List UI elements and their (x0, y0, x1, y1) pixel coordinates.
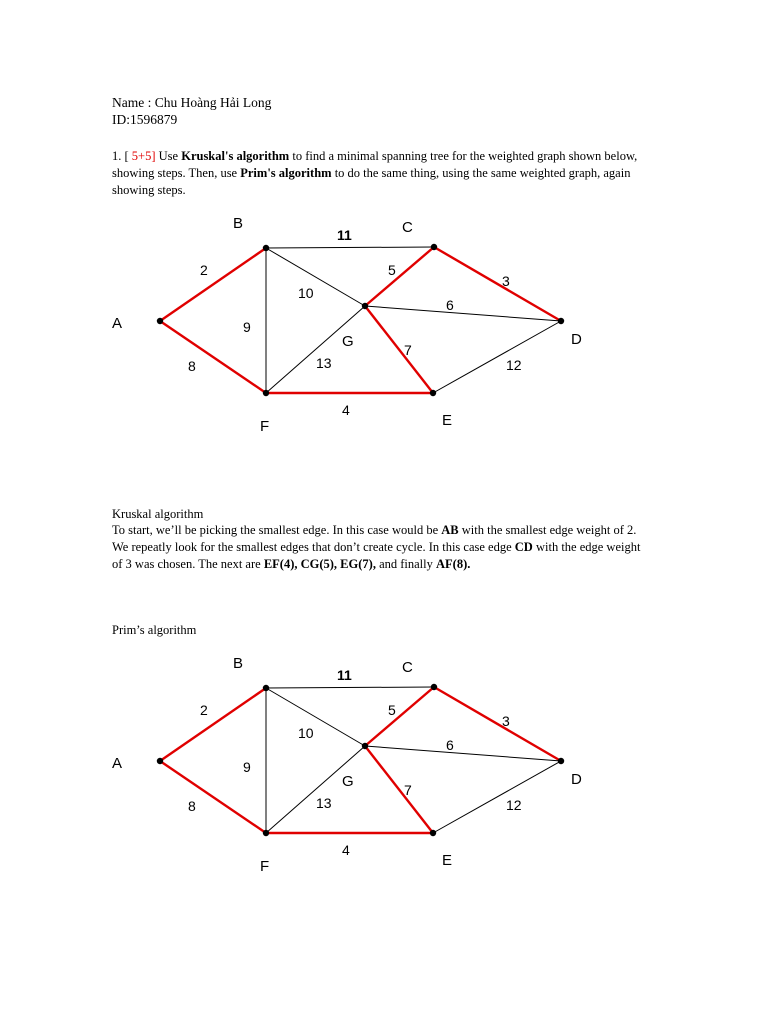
edge-gd (365, 306, 561, 321)
vertex-dot-d (558, 318, 564, 324)
graph-figure-2 (100, 650, 620, 880)
edge-ed (433, 321, 561, 393)
edge-weight-bc: 11 (337, 667, 352, 683)
question-line-3: showing steps. (112, 183, 186, 197)
edge-weight-fe: 4 (342, 842, 350, 858)
vertex-dot-f (263, 390, 269, 396)
edge-weight-bf: 9 (243, 759, 251, 775)
student-id: ID:1596879 (112, 112, 178, 127)
question-number: 1. [ (112, 149, 129, 163)
kruskal-text: with the smallest edge weight of 2. (458, 523, 637, 537)
vertex-dot-a (157, 318, 163, 324)
edge-gd (365, 746, 561, 761)
edge-weight-fg: 13 (316, 795, 332, 811)
vertex-label-e: E (442, 412, 453, 429)
kruskal-line-2 (112, 539, 640, 556)
edge-weight-af: 8 (188, 798, 196, 814)
student-name: Name : Chu Hoàng Hải Long (112, 95, 272, 110)
vertex-dot-e (430, 830, 436, 836)
graph-svg-1 (100, 210, 620, 440)
edge-weight-gd: 6 (446, 737, 454, 753)
kruskal-text: of 3 was chosen. The next are (112, 557, 264, 571)
vertex-label-b: B (233, 655, 244, 672)
edge-weight-bg: 10 (298, 285, 314, 301)
edge-weight-cg: 5 (388, 262, 396, 278)
vertex-dot-b (263, 685, 269, 691)
kruskal-edge-cd: CD (514, 540, 533, 554)
edge-weight-bf: 9 (243, 319, 251, 335)
kruskal-edge-af: AF(8). (436, 557, 471, 571)
vertex-dot-d (558, 758, 564, 764)
vertex-dot-f (263, 830, 269, 836)
edge-weight-bc: 11 (337, 227, 352, 243)
kruskal-edge-ab: AB (441, 523, 459, 537)
kruskal-text: with the edge weight (532, 540, 641, 554)
question-text: to find a minimal spanning tree for the weighted graph shown below, (289, 149, 638, 163)
edge-ed (433, 761, 561, 833)
question-line-2 (112, 165, 630, 182)
vertex-dot-e (430, 390, 436, 396)
kruskal-text: We repeatly look for the smallest edges that don’t create cycle. In this case edge (112, 540, 515, 554)
kruskal-term: Kruskal's algorithm (181, 149, 290, 163)
kruskal-text: and finally (375, 557, 437, 571)
edge-weight-ge: 7 (404, 782, 412, 798)
edge-bg (266, 248, 365, 306)
vertex-dot-c (431, 244, 437, 250)
edge-weight-fe: 4 (342, 402, 350, 418)
question-text: Use (155, 149, 182, 163)
edge-weight-ge: 7 (404, 342, 412, 358)
question-text: to do the same thing, using the same weighted graph, again (331, 166, 631, 180)
edge-weight-ed: 12 (506, 357, 522, 373)
prim-term: Prim's algorithm (240, 166, 332, 180)
edge-weight-ab: 2 (200, 262, 208, 278)
vertex-label-f: F (260, 418, 270, 435)
vertex-dot-a (157, 758, 163, 764)
vertex-label-g: G (342, 773, 354, 790)
vertex-dot-b (263, 245, 269, 251)
vertex-label-g: G (342, 333, 354, 350)
vertex-label-d: D (571, 771, 582, 788)
vertex-label-a: A (112, 315, 123, 332)
edge-weight-af: 8 (188, 358, 196, 374)
question-text: showing steps. Then, use (112, 166, 241, 180)
edge-weight-gd: 6 (446, 297, 454, 313)
vertex-label-f: F (260, 858, 270, 875)
vertex-label-e: E (442, 852, 453, 869)
edge-cg (365, 687, 434, 746)
edge-ge (365, 746, 433, 833)
vertex-label-c: C (402, 659, 413, 676)
edge-bc (266, 687, 434, 688)
vertex-label-b: B (233, 215, 244, 232)
graph-svg-2 (100, 650, 620, 880)
edge-ab (160, 248, 266, 321)
vertex-dot-c (431, 684, 437, 690)
vertex-label-c: C (402, 219, 413, 236)
edge-bg (266, 688, 365, 746)
edge-weight-cg: 5 (388, 702, 396, 718)
edge-weight-ab: 2 (200, 702, 208, 718)
edge-weight-cd: 3 (502, 713, 510, 729)
question-points: 5+5] (128, 149, 156, 163)
kruskal-line-3 (112, 556, 470, 573)
edge-bc (266, 247, 434, 248)
edge-ab (160, 688, 266, 761)
vertex-label-a: A (112, 755, 123, 772)
kruskal-heading: Kruskal algorithm (112, 507, 204, 521)
vertex-label-d: D (571, 331, 582, 348)
edge-weight-cd: 3 (502, 273, 510, 289)
edge-ge (365, 306, 433, 393)
edge-weight-bg: 10 (298, 725, 314, 741)
question-line-1 (112, 148, 637, 165)
vertex-dot-g (362, 303, 368, 309)
kruskal-line-1 (112, 522, 636, 539)
kruskal-text: To start, we’ll be picking the smallest edge. In this case would be (112, 523, 442, 537)
prim-heading: Prim’s algorithm (112, 623, 197, 637)
edge-weight-ed: 12 (506, 797, 522, 813)
edge-weight-fg: 13 (316, 355, 332, 371)
graph-figure-1 (100, 210, 620, 440)
kruskal-edges-list: EF(4), CG(5), EG(7), (263, 557, 376, 571)
vertex-dot-g (362, 743, 368, 749)
edge-cg (365, 247, 434, 306)
